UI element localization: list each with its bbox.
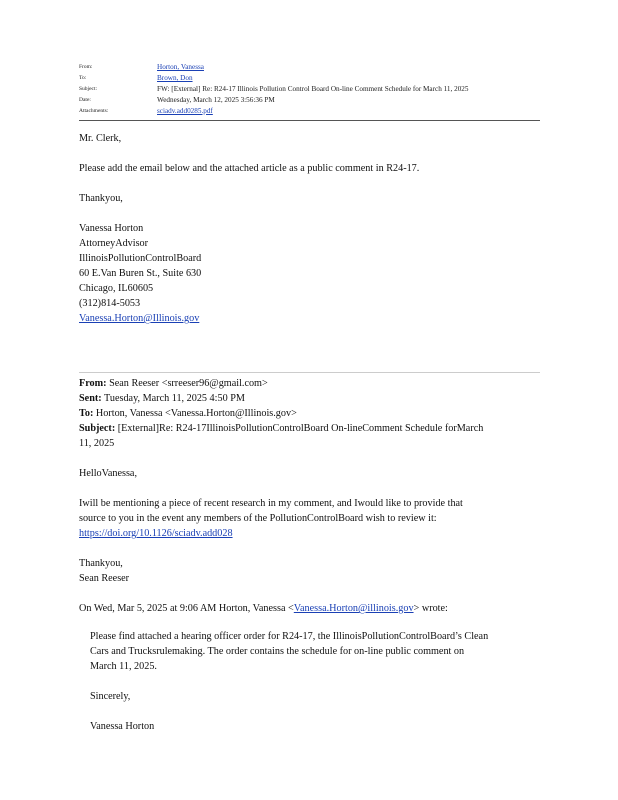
- signature-email-link[interactable]: Vanessa.Horton@Illinois.gov: [79, 313, 200, 324]
- signature-address2: Chicago, IL60605: [79, 283, 154, 294]
- header-subject-row: [79, 84, 540, 95]
- fwd-greeting: HelloVanessa,: [79, 468, 137, 479]
- quoted-name: Vanessa Horton: [90, 721, 155, 732]
- fwd-sent-value: Tuesday, March 11, 2025 4:50 PM: [104, 393, 245, 404]
- fwd-sent-row: [79, 391, 245, 406]
- signature-org: IllinoisPollutionControlBoard: [79, 253, 202, 264]
- signature-name: Vanessa Horton: [79, 223, 144, 234]
- header-to-link[interactable]: Brown, Don: [157, 74, 193, 82]
- fwd-subject-label: Subject:: [79, 423, 116, 434]
- quoted-line2: Cars and Trucksrulemaking. The order contains the schedule for on-line public comment on: [90, 646, 465, 657]
- header-from-row: [79, 62, 540, 73]
- header-from-label: From:: [79, 64, 93, 70]
- fwd-to-row: [79, 406, 297, 421]
- quote-email-link[interactable]: Vanessa.Horton@illinois.gov: [293, 603, 414, 614]
- fwd-paragraph-line2: source to you in the event any members of the PollutionControlBoard wish to review it:: [79, 513, 437, 524]
- signature-title: AttorneyAdvisor: [79, 238, 149, 249]
- quoted-line1: Please find attached a hearing officer order for R24-17, the IllinoisPollutionControlBoard’s Clean: [90, 631, 489, 642]
- forward-divider: [79, 372, 540, 373]
- body-paragraph: Please add the email below and the attached article as a public comment in R24-17.: [79, 163, 420, 174]
- header-to-row: [79, 73, 540, 84]
- fwd-from-label: From:: [79, 378, 107, 389]
- thanks-line: Thankyou,: [79, 193, 123, 204]
- quoted-line3: March 11, 2025.: [90, 661, 157, 672]
- header-divider: [79, 120, 540, 121]
- fwd-from-row: [79, 376, 268, 391]
- header-attachments-label: Attachments:: [79, 108, 109, 114]
- fwd-paragraph-line1: Iwill be mentioning a piece of recent research in my comment, and Iwould like to provide that: [79, 498, 463, 509]
- quote-attribution: [79, 601, 448, 616]
- signature-phone: (312)814-5053: [79, 298, 141, 309]
- header-to-label: To:: [79, 75, 87, 81]
- header-date-value: Wednesday, March 12, 2025 3:56:36 PM: [157, 96, 275, 104]
- fwd-subject-cont: 11, 2025: [79, 438, 115, 449]
- fwd-signoff: Sean Reeser: [79, 573, 130, 584]
- quote-prefix: On Wed, Mar 5, 2025 at 9:06 AM Horton, Vanessa <: [79, 603, 294, 614]
- signature-address1: 60 E.Van Buren St., Suite 630: [79, 268, 202, 279]
- header-date-label: Date:: [79, 97, 91, 103]
- fwd-thanks: Thankyou,: [79, 558, 123, 569]
- fwd-to-label: To:: [79, 408, 94, 419]
- fwd-subject-row: [79, 421, 483, 436]
- fwd-to-value: Horton, Vanessa <Vanessa.Horton@Illinois.gov>: [95, 408, 297, 419]
- attachment-link[interactable]: sciadv.add0285.pdf: [157, 107, 213, 115]
- fwd-subject-value: [External]Re: R24-17IllinoisPollutionControlBoard On-lineComment Schedule forMarch: [117, 423, 484, 434]
- greeting: Mr. Clerk,: [79, 133, 122, 144]
- header-subject-value: FW: [External] Re: R24-17 Illinois Pollution Control Board On-line Comment Schedule for March 11, 2025: [157, 85, 469, 93]
- header-from-link[interactable]: Horton, Vanessa: [157, 63, 204, 71]
- quote-suffix: > wrote:: [413, 603, 448, 614]
- fwd-from-value: Sean Reeser <srreeser96@gmail.com>: [109, 378, 268, 389]
- header-subject-label: Subject:: [79, 86, 98, 92]
- doi-link[interactable]: https://doi.org/10.1126/sciadv.add028: [79, 528, 233, 539]
- email-header: [79, 62, 540, 117]
- quoted-sincerely: Sincerely,: [90, 691, 131, 702]
- header-attachments-row: [79, 106, 540, 117]
- fwd-sent-label: Sent:: [79, 393, 102, 404]
- header-date-row: [79, 95, 540, 106]
